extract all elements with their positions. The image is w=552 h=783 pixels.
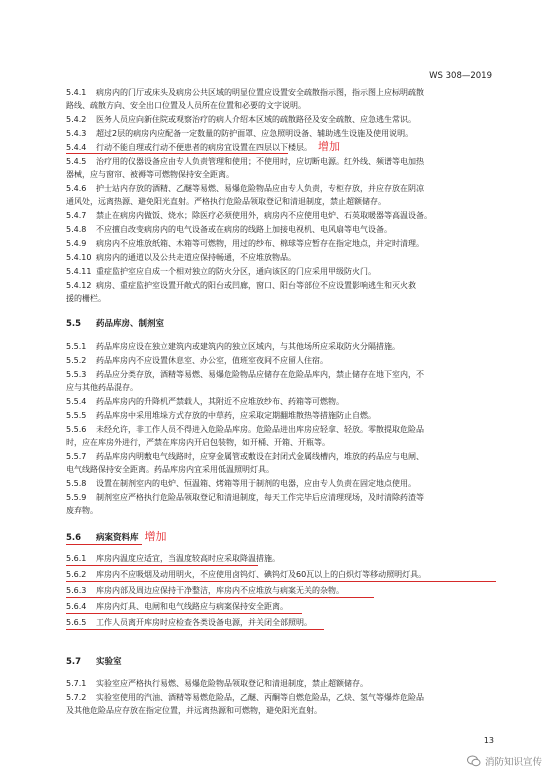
- chat-bubble-icon: [467, 755, 481, 767]
- clause-5-5-1: 5.5.1 药品库房应设在独立建筑内或建筑内的独立区域内，与其他场所应采取防火分隔措施。: [66, 342, 400, 351]
- clause-5-4-9: 5.4.9 病房内不应堆放纸箱、木箱等可燃物，用过的纱布、棉球等应暂存在指定地点，并定时清理。: [66, 239, 424, 248]
- clause-5-5-7: 5.5.7 药品库房内明敷电气线路时，应穿金属管或敷设在封闭式金属线槽内，堆放的药品应与电闸、: [66, 452, 424, 461]
- standard-code: WS 308—2019: [429, 71, 492, 81]
- red-underline: [66, 597, 374, 598]
- clause-5-4-1: 5.4.1 病房内的门厅或床头及病房公共区域的明显位置应设置安全疏散指示图，指示图上应标明疏散: [66, 88, 424, 97]
- clause-5-7-1: 5.7.1 实验室应严格执行易燃、易爆危险物品领取登记和清退制度，禁止超额储存。: [66, 679, 368, 688]
- red-underline: [66, 613, 302, 614]
- clause-5-6-1: 5.6.1 库房内温度应适宜，当温度较高时应采取降温措施。: [66, 554, 280, 563]
- clause-5-4-7: 5.4.7 禁止在病房内做饭、烧水；除医疗必须使用外，病房内不应使用电炉、石英取暖器等高温设备。: [66, 211, 432, 220]
- clause-5-5-6-cont: 时，应在库房外进行，严禁在库房内开启包装物，如开桶、开箱、开瓶等。: [66, 438, 330, 447]
- section-5-6-heading: 5.6 病案资料库 增加: [66, 530, 167, 543]
- clause-5-5-3-cont: 应与其他药品混存。: [66, 383, 138, 392]
- clause-5-5-8: 5.5.8 设置在制剂室内的电炉、恒温箱、烤箱等用于制剂的电器，应由专人负责在固定地点使用。: [66, 479, 416, 488]
- red-underline: [66, 581, 496, 582]
- clause-5-6-4: 5.6.4 库房内灯具、电闸和电气线路应与病案保持安全距离。: [66, 602, 288, 611]
- clause-5-5-7-cont: 电气线路保持安全距离。药品库房内宜采用低温照明灯具。: [66, 465, 274, 474]
- clause-5-5-5: 5.5.5 药品库房中采用堆垛方式存放的中草药，应采取定期翻堆散热等措施防止自燃。: [66, 411, 376, 420]
- clause-5-4-6: 5.4.6 护士站内存放的酒精、乙醚等易燃、易爆危险物品应由专人负责，专柜存放，并应存放在阴凉: [66, 184, 424, 193]
- clause-5-4-6-cont: 通风处，远离热源、避免阳光直射。严格执行危险品领取登记和清退制度，禁止超额储存。: [66, 197, 386, 206]
- clause-5-4-8: 5.4.8 不应擅自改变病房内的电气设备或在病房的线路上加接电视机、电风扇等电气设备。: [66, 225, 392, 234]
- added-note: 增加: [144, 530, 167, 543]
- watermark: [467, 754, 542, 768]
- clause-5-5-4: 5.5.4 药品库房内的升降机严禁载人，其附近不应堆放纱布、药箱等可燃物。: [66, 397, 344, 406]
- page-number: 13: [483, 736, 494, 745]
- clause-5-5-9: 5.5.9 制剂室应严格执行危险品领取登记和清退制度，每天工作完毕后应清理现场，及时清除药渣等: [66, 493, 424, 502]
- red-underline: [66, 153, 288, 154]
- clause-5-4-4: 5.4.4 行动不能自理或行动不便患者的病房宜设置在四层以下楼层。 增加: [66, 140, 340, 153]
- clause-5-5-3: 5.5.3 药品应分类存放，酒精等易燃、易爆危险物品应储存在危险品库内，禁止储存在地下室内，不: [66, 370, 424, 379]
- clause-5-4-11: 5.4.11 重症监护室应自成一个相对独立的防火分区，通向该区的门应采用甲级防火门。: [66, 267, 376, 276]
- section-5-5-heading: 5.5 药品库房、制剂室: [66, 319, 165, 329]
- section-5-7-heading: 5.7 实验室: [66, 657, 122, 667]
- clause-5-4-3: 5.4.3 超过2层的病房内应配备一定数量的防护面罩、应急照明设备、辅助逃生设施及使用说明。: [66, 129, 414, 138]
- clause-5-6-3: 5.6.3 库房内部及周边应保持干净整洁，库房内不应堆放与病案无关的杂物。: [66, 586, 344, 595]
- clause-5-6-2: 5.6.2 库房内不应吸烟及动用明火，不应使用卤钨灯、碘钨灯及60瓦以上的白炽灯等移动照明灯具。: [66, 570, 427, 579]
- clause-5-4-5-cont: 器械，应与窗帘、被褥等可燃物保持安全距离。: [66, 170, 234, 179]
- clause-5-7-2: 5.7.2 实验室使用的汽油、酒精等易燃危险品，乙醚、丙酮等自燃危险品，乙炔、氢气等爆炸危险品: [66, 693, 424, 702]
- red-underline: [66, 565, 258, 566]
- clause-5-4-2: 5.4.2 医务人员应向新住院或观察治疗的病人介绍本区域的疏散路径及安全疏散、应急逃生常识。: [66, 115, 416, 124]
- clause-5-4-12-cont: 援的栅栏。: [66, 294, 106, 303]
- clause-5-6-5: 5.6.5 工作人员离开库房时应检查各类设备电源，并关闭全部照明。: [66, 618, 312, 627]
- clause-5-4-12: 5.4.12 病房、重症监护室设置开敞式的阳台或凹廊，窗口、阳台等部位不应设置影响逃生和灭火救: [66, 281, 416, 290]
- red-underline: [66, 544, 142, 545]
- red-underline: [66, 629, 324, 630]
- clause-5-5-2: 5.5.2 药品库房内不应设置休息室、办公室，值班室夜间不应留人住宿。: [66, 356, 328, 365]
- clause-5-4-10: 5.4.10 病房内的通道以及公共走道应保持畅通，不应堆放物品。: [66, 253, 296, 262]
- clause-5-7-2-cont: 及其他危险品应存放在指定位置，并远离热源和可燃物，避免阳光直射。: [66, 706, 322, 715]
- added-note: 增加: [318, 140, 340, 153]
- clause-5-5-6: 5.5.6 未经允许，非工作人员不得进入危险品库房。危险品进出库房应轻拿、轻放。零散提取危险品: [66, 425, 424, 434]
- clause-5-4-1-cont: 路线、疏散方向、安全出口位置及人员所在位置和必要的文字说明。: [66, 101, 306, 110]
- watermark-text: 消防知识宣传: [484, 757, 542, 768]
- clause-5-4-5: 5.4.5 治疗用的仪器设备应由专人负责管理和使用；不使用时，应切断电源。红外线、频谱等电加热: [66, 157, 424, 166]
- clause-5-5-9-cont: 废弃物。: [66, 506, 98, 515]
